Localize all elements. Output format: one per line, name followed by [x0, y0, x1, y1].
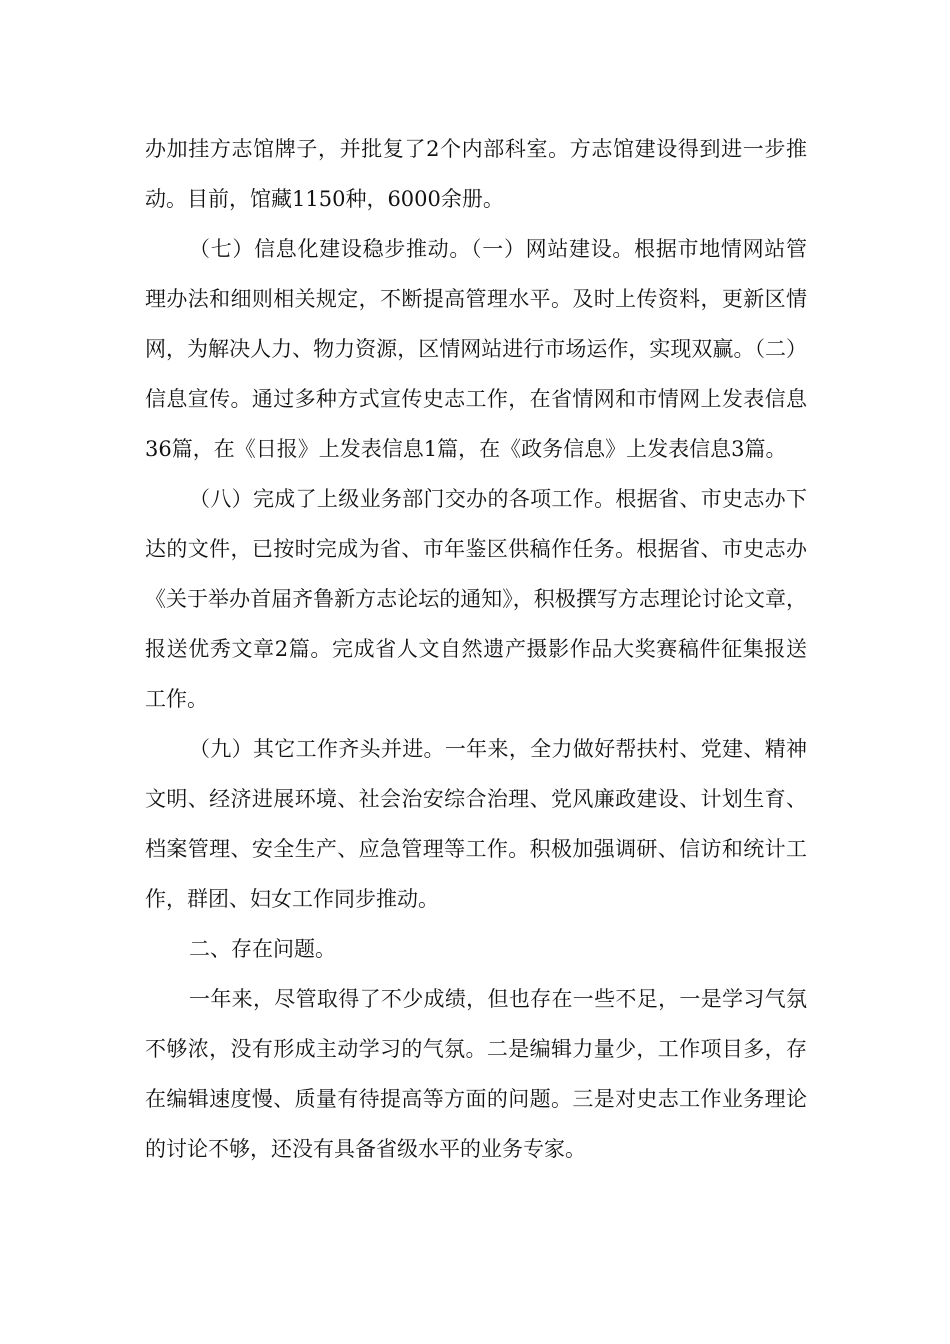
paragraph-assigned-tasks: （八）完成了上级业务部门交办的各项工作。根据省、市史志办下达的文件，已按时完成为省、市年鉴区供稿作任务。根据省、市史志办《关于举办首届齐鲁新方志论坛的通知》，积极撰写方志理论讨论文章，报送优秀文章2篇。完成省人文自然遗产摄影作品大奖赛稿件征集报送工作。 — [145, 487, 807, 711]
paragraph-informatization: （七）信息化建设稳步推动。（一）网站建设。根据市地情网站管理办法和细则相关规定，不断提高管理水平。及时上传资料，更新区情网，为解决人力、物力资源，区情网站进行市场运作，实现双赢。（二）信息宣传。通过多种方式宣传史志工作，在省情网和市情网上发表信息36篇，在《日报》上发表信息1篇，在《政务信息》上发表信息3篇。 — [145, 237, 807, 461]
paragraph-problems: 一年来，尽管取得了不少成绩，但也存在一些不足，一是学习气氛不够浓，没有形成主动学习的气氛。二是编辑力量少，工作项目多，存在编辑速度慢、质量有待提高等方面的问题。三是对史志工作业务理论的讨论不够，还没有具备省级水平的业务专家。 — [145, 987, 807, 1161]
section-heading-problems: 二、存在问题。 — [189, 937, 336, 961]
document-body — [145, 124, 807, 1174]
paragraph-continuation: 办加挂方志馆牌子，并批复了2个内部科室。方志馆建设得到进一步推动。目前，馆藏1150种，6000余册。 — [145, 137, 807, 211]
paragraph-other-work: （九）其它工作齐头并进。一年来，全力做好帮扶村、党建、精神文明、经济进展环境、社会治安综合治理、党风廉政建设、计划生育、档案管理、安全生产、应急管理等工作。积极加强调研、信访和统计工作，群团、妇女工作同步推动。 — [145, 737, 807, 911]
